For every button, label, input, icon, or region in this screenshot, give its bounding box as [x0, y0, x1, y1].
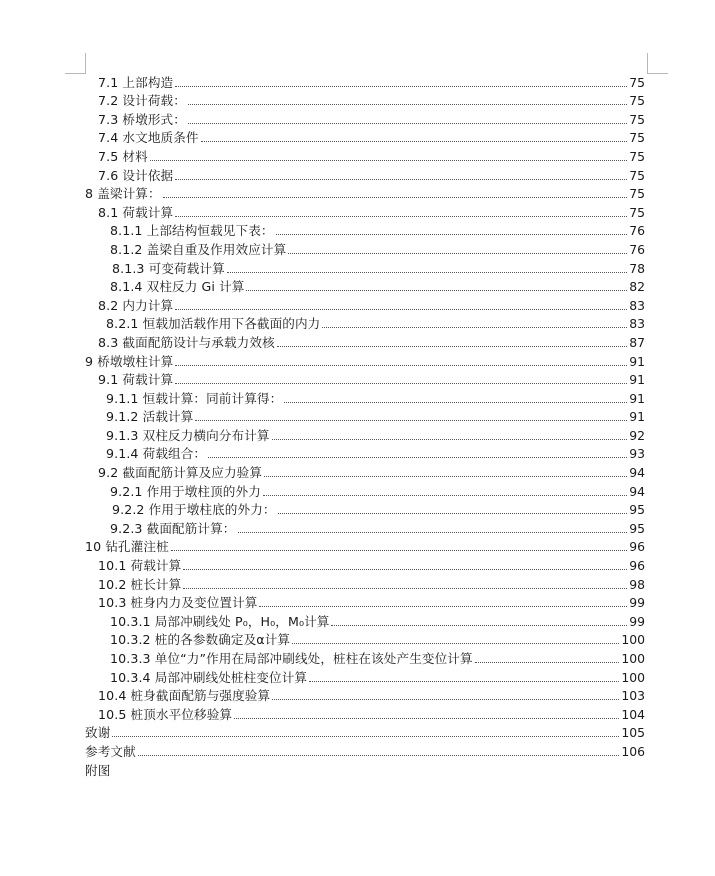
toc-entry-page-number: 91 — [629, 353, 645, 369]
toc-dot-leader — [475, 662, 620, 663]
toc-dot-leader — [188, 123, 627, 124]
toc-dot-leader — [175, 179, 627, 180]
toc-entry-page-number: 75 — [629, 186, 645, 202]
toc-entry[interactable] — [0, 370, 645, 389]
toc-entry-page-number: 98 — [629, 576, 645, 592]
toc-entry-title: 9.2.1 作用于墩柱顶的外力 — [110, 483, 261, 499]
toc-entry[interactable] — [0, 686, 645, 705]
toc-dot-leader — [175, 309, 627, 310]
toc-entry[interactable] — [0, 202, 645, 221]
toc-entry-title: 参考文献 — [85, 743, 136, 759]
toc-entry-title: 8.1.4 双柱反力 Gi 计算 — [110, 279, 245, 295]
toc-entry-title: 8.1.1 上部结构恒载见下表： — [110, 223, 274, 239]
toc-entry-page-number: 105 — [621, 725, 645, 741]
toc-entry-page-number: 78 — [629, 260, 645, 276]
toc-entry[interactable] — [0, 332, 645, 351]
toc-entry-title: 9.1 荷载计算 — [98, 372, 174, 388]
toc-dot-leader — [263, 495, 627, 496]
toc-entry[interactable] — [0, 165, 645, 184]
toc-entry-page-number: 95 — [629, 502, 645, 518]
toc-entry-page-number: 75 — [629, 93, 645, 109]
toc-entry-page-number: 100 — [621, 669, 645, 685]
toc-entry-page-number: 99 — [629, 613, 645, 629]
toc-entry[interactable] — [0, 518, 645, 537]
toc-entry-page-number: 91 — [629, 390, 645, 406]
toc-entry-title: 9.1.3 双柱反力横向分布计算 — [106, 427, 270, 443]
toc-entry-title: 10.3 桩身内力及变位置计算 — [98, 595, 258, 611]
toc-dot-leader — [238, 532, 628, 533]
toc-entry-page-number: 75 — [629, 130, 645, 146]
toc-entry[interactable] — [0, 388, 645, 407]
toc-dot-leader — [246, 290, 627, 291]
toc-entry[interactable] — [0, 760, 645, 779]
page-corner-mark-top-left — [65, 53, 86, 74]
toc-entry-title: 10.5 桩顶水平位移验算 — [98, 706, 233, 722]
toc-entry-page-number: 75 — [629, 74, 645, 90]
toc-entry[interactable] — [0, 72, 645, 91]
toc-dot-leader — [272, 439, 628, 440]
toc-dot-leader — [309, 681, 619, 682]
toc-entry[interactable] — [0, 537, 645, 556]
toc-entry-title: 8.1.2 盖梁自重及作用效应计算 — [110, 241, 287, 257]
toc-entry-title: 9.2.3 截面配筋计算： — [110, 520, 236, 536]
toc-dot-leader — [150, 160, 627, 161]
toc-entry-page-number: 100 — [621, 651, 645, 666]
toc-entry-page-number: 96 — [629, 539, 645, 555]
toc-dot-leader — [264, 476, 627, 477]
toc-entry-page-number: 83 — [629, 297, 645, 313]
toc-entry-title: 10.3.2 桩的各参数确定及α计算 — [110, 632, 291, 648]
toc-dot-leader — [292, 643, 619, 644]
toc-entry[interactable] — [0, 109, 645, 128]
toc-entry-title: 9.1.1 恒载计算：同前计算得： — [106, 390, 283, 406]
toc-entry-title: 8 盖梁计算： — [85, 186, 161, 202]
toc-entry-page-number: 94 — [629, 465, 645, 481]
toc-entry-page-number: 92 — [629, 427, 645, 443]
toc-dot-leader — [112, 736, 619, 737]
toc-dot-leader — [278, 513, 628, 514]
toc-entry-page-number: 91 — [629, 409, 645, 425]
toc-entry-title: 10.3.3 单位“力”作用在局部冲刷线处，桩柱在该处产生变位计算 — [110, 651, 473, 666]
toc-dot-leader — [175, 383, 627, 384]
toc-entry[interactable] — [0, 555, 645, 574]
toc-dot-leader — [183, 569, 627, 570]
toc-entry-page-number: 104 — [621, 706, 645, 722]
toc-entry-title: 9 桥墩墩柱计算 — [85, 353, 174, 369]
toc-entry[interactable] — [0, 630, 645, 649]
toc-entry[interactable] — [0, 704, 645, 723]
toc-entry-page-number: 75 — [629, 204, 645, 220]
toc-entry[interactable] — [0, 425, 645, 444]
toc-dot-leader — [138, 755, 620, 756]
toc-dot-leader — [259, 606, 627, 607]
toc-dot-leader — [272, 699, 619, 700]
toc-entry[interactable] — [0, 239, 645, 258]
toc-entry-title: 10.3.4 局部冲刷线处桩柱变位计算 — [110, 669, 308, 685]
toc-entry[interactable] — [0, 593, 645, 612]
toc-dot-leader — [284, 402, 627, 403]
toc-dot-leader — [208, 457, 627, 458]
toc-entry[interactable] — [0, 723, 645, 742]
toc-entry-title: 7.5 材料 — [98, 148, 148, 164]
toc-entry[interactable] — [0, 184, 645, 203]
toc-entry-title: 10.4 桩身截面配筋与强度验算 — [98, 688, 271, 704]
toc-entry[interactable] — [0, 91, 645, 110]
toc-entry-page-number: 96 — [629, 558, 645, 574]
toc-entry-title: 7.6 设计依据 — [98, 167, 174, 183]
toc-entry-page-number: 75 — [629, 167, 645, 183]
toc-entry-title: 7.1 上部构造 — [98, 74, 174, 90]
toc-entry[interactable] — [0, 648, 645, 667]
toc-entry-title: 致谢 — [85, 725, 111, 741]
toc-entry-title: 8.2 内力计算 — [98, 297, 174, 313]
toc-entry[interactable] — [0, 462, 645, 481]
toc-entry[interactable] — [0, 611, 645, 630]
toc-entry[interactable] — [0, 295, 645, 314]
toc-entry-page-number: 76 — [629, 223, 645, 239]
toc-entry[interactable] — [0, 667, 645, 686]
toc-dot-leader — [234, 718, 619, 719]
toc-entry-page-number: 75 — [629, 148, 645, 164]
toc-entry-page-number: 94 — [629, 483, 645, 499]
toc-entry-page-number: 76 — [629, 241, 645, 257]
toc-entry-title: 8.1 荷载计算 — [98, 204, 174, 220]
toc-dot-leader — [288, 253, 627, 254]
toc-entry-title: 10.1 荷载计算 — [98, 558, 182, 574]
toc-entry-title: 10.2 桩长计算 — [98, 576, 182, 592]
toc-entry[interactable] — [0, 258, 645, 277]
toc-entry-title: 7.3 桥墩形式： — [98, 111, 186, 127]
toc-dot-leader — [201, 141, 628, 142]
toc-entry-page-number: 95 — [629, 520, 645, 536]
toc-entry-page-number: 99 — [629, 595, 645, 611]
toc-dot-leader — [276, 234, 628, 235]
toc-entry[interactable] — [0, 128, 645, 147]
toc-entry[interactable] — [0, 407, 645, 426]
page-corner-mark-top-right — [647, 53, 668, 74]
toc-entry-title: 附图 — [85, 762, 111, 778]
toc-entry[interactable] — [0, 574, 645, 593]
toc-entry-title: 7.4 水文地质条件 — [98, 130, 199, 146]
table-of-contents — [0, 72, 715, 779]
toc-entry-title: 10.3.1 局部冲刷线处 P₀，H₀，M₀计算 — [110, 613, 330, 629]
toc-entry[interactable] — [0, 351, 645, 370]
toc-entry[interactable] — [0, 444, 645, 463]
toc-dot-leader — [188, 104, 627, 105]
toc-entry-page-number: 87 — [629, 334, 645, 350]
toc-dot-leader — [322, 327, 627, 328]
toc-entry-page-number: 100 — [621, 632, 645, 648]
toc-entry-title: 10 钻孔灌注桩 — [85, 539, 169, 555]
toc-entry-title: 9.1.4 荷载组合： — [106, 446, 207, 462]
toc-entry-title: 8.3 截面配筋设计与承载力效核 — [98, 334, 275, 350]
toc-entry-page-number: 91 — [629, 372, 645, 388]
toc-entry[interactable] — [0, 277, 645, 296]
toc-entry-title: 7.2 设计荷载： — [98, 93, 186, 109]
toc-dot-leader — [163, 197, 628, 198]
toc-entry-page-number: 93 — [629, 446, 645, 462]
toc-entry[interactable] — [0, 146, 645, 165]
toc-dot-leader — [195, 420, 627, 421]
toc-dot-leader — [331, 625, 627, 626]
toc-entry[interactable] — [0, 741, 645, 760]
toc-entry-page-number: 82 — [629, 279, 645, 295]
toc-dot-leader — [175, 86, 627, 87]
toc-entry-title: 9.1.2 活载计算 — [106, 409, 194, 425]
toc-dot-leader — [227, 272, 627, 273]
toc-dot-leader — [171, 550, 627, 551]
toc-dot-leader — [175, 216, 627, 217]
toc-entry-title: 9.2.2 作用于墩柱底的外力： — [112, 502, 276, 518]
toc-entry-page-number: 106 — [621, 743, 645, 759]
toc-entry[interactable] — [0, 500, 645, 519]
toc-dot-leader — [175, 365, 627, 366]
toc-dot-leader — [183, 588, 627, 589]
toc-entry[interactable] — [0, 481, 645, 500]
toc-entry-title: 8.2.1 恒载加活载作用下各截面的内力 — [106, 316, 321, 332]
toc-entry-page-number: 83 — [629, 316, 645, 332]
toc-entry[interactable] — [0, 221, 645, 240]
toc-dot-leader — [277, 346, 627, 347]
toc-entry[interactable] — [0, 314, 645, 333]
toc-entry-page-number: 103 — [621, 688, 645, 704]
toc-entry-title: 8.1.3 可变荷载计算 — [112, 260, 225, 276]
toc-entry-page-number: 75 — [629, 111, 645, 127]
toc-entry-title: 9.2 截面配筋计算及应力验算 — [98, 465, 263, 481]
